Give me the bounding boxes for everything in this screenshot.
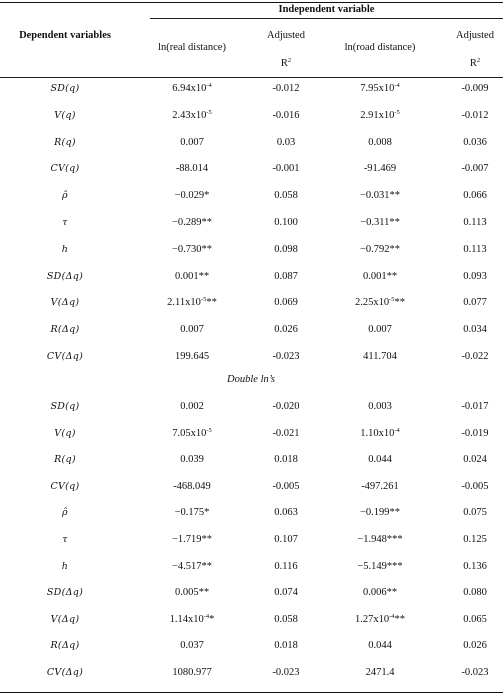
- value: -88.014: [175, 163, 209, 175]
- col-adjusted-r2-1-heading-line2: [258, 58, 314, 70]
- value: -0.023: [272, 351, 300, 362]
- value: 2471.4: [365, 667, 395, 678]
- value: 0.080: [463, 587, 487, 599]
- cell-adjusted-r2-real: [258, 507, 314, 519]
- variable-name: CV(q): [50, 163, 80, 175]
- value: 1.14x10: [169, 613, 204, 625]
- variable-name: CV(Δq): [46, 351, 84, 362]
- cell-adjusted-r2-road: [447, 271, 503, 283]
- cell-adjusted-r2-real: [258, 324, 314, 336]
- cell-adjusted-r2-road: [447, 428, 503, 440]
- value: 199.645: [174, 351, 210, 362]
- cell-adjusted-r2-real: [258, 351, 314, 363]
- value: 7.95x10: [360, 83, 395, 94]
- value: −0.792**: [359, 243, 401, 255]
- r-label: R: [469, 58, 477, 69]
- variable-name: h: [61, 560, 69, 572]
- value: −0.289**: [171, 217, 213, 228]
- cell-road-distance-coef: [330, 271, 430, 283]
- value: 7.05x10: [172, 427, 207, 439]
- variable-name: V(q): [54, 427, 76, 439]
- row-variable-label: [0, 190, 130, 202]
- cell-adjusted-r2-road: [447, 507, 503, 519]
- cell-real-distance-coef: [142, 163, 242, 175]
- cell-adjusted-r2-road: [447, 297, 503, 309]
- exponent: -4: [389, 612, 395, 620]
- exponent: -5: [206, 108, 212, 116]
- cell-road-distance-coef: [330, 190, 430, 202]
- cell-adjusted-r2-road: [447, 324, 503, 336]
- cell-real-distance-coef: [142, 534, 242, 546]
- cell-adjusted-r2-real: [258, 534, 314, 546]
- value: −0.311**: [360, 217, 400, 228]
- r-exponent: 2: [287, 57, 292, 64]
- cell-road-distance-coef: [330, 454, 430, 466]
- row-variable-label: [0, 481, 130, 493]
- variable-name: V(Δq): [50, 297, 80, 309]
- variable-name: τ: [62, 217, 68, 228]
- significance: *: [209, 613, 215, 625]
- row-variable-label: [0, 587, 130, 599]
- value: −0.199**: [359, 507, 401, 519]
- cell-road-distance-coef: [330, 401, 430, 413]
- value: 0.116: [274, 560, 298, 572]
- variable-name: R(Δq): [50, 324, 80, 336]
- value: −1.948***: [357, 534, 403, 545]
- cell-adjusted-r2-road: [447, 137, 503, 149]
- cell-real-distance-coef: [142, 614, 242, 626]
- value: 0.002: [180, 401, 204, 412]
- value: 411.704: [363, 351, 397, 362]
- value: 1.27x10: [354, 613, 390, 625]
- variable-name: R(q): [54, 454, 76, 466]
- cell-real-distance-coef: [142, 271, 242, 283]
- cell-real-distance-coef: [142, 137, 242, 149]
- independent-rule: [150, 18, 503, 19]
- value: -0.023: [461, 667, 489, 678]
- row-variable-label: [0, 351, 130, 363]
- row-variable-label: [0, 271, 130, 283]
- header-rule: [0, 77, 503, 78]
- value: -0.005: [461, 480, 489, 492]
- cell-adjusted-r2-real: [258, 297, 314, 309]
- cell-real-distance-coef: [142, 83, 242, 95]
- value: 0.074: [274, 587, 298, 599]
- significance: **: [206, 297, 217, 309]
- cell-adjusted-r2-real: [258, 244, 314, 256]
- exponent-sup: [206, 109, 211, 116]
- exponent: -4: [203, 612, 210, 620]
- cell-real-distance-coef: [142, 561, 242, 573]
- value: 0.058: [274, 613, 298, 625]
- value: -91.469: [363, 163, 397, 175]
- cell-adjusted-r2-road: [447, 561, 503, 573]
- value: −5.149***: [357, 560, 403, 572]
- cell-adjusted-r2-real: [258, 587, 314, 599]
- value: 0.044: [368, 640, 392, 652]
- exponent: -4: [394, 82, 400, 89]
- value: -0.023: [272, 667, 300, 678]
- value: 0.007: [180, 324, 204, 336]
- significance: **: [394, 297, 406, 309]
- value: 0.044: [368, 454, 392, 466]
- exponent-sup: [206, 82, 211, 89]
- value: 0.001**: [174, 270, 210, 282]
- exponent-sup: [206, 427, 211, 434]
- adjusted-label: Adjusted: [456, 30, 494, 41]
- cell-adjusted-r2-real: [258, 217, 314, 229]
- row-variable-label: [0, 507, 130, 519]
- value: 1.10x10: [360, 427, 395, 439]
- value: 0.058: [274, 190, 298, 202]
- cell-adjusted-r2-road: [447, 351, 503, 363]
- value: 0.007: [180, 136, 204, 148]
- value: 2.11x10: [167, 297, 201, 309]
- row-variable-label: [0, 110, 130, 122]
- row-variable-label: [0, 428, 130, 440]
- cell-adjusted-r2-road: [447, 217, 503, 229]
- cell-adjusted-r2-real: [258, 271, 314, 283]
- value: -0.016: [272, 109, 300, 121]
- cell-adjusted-r2-real: [258, 454, 314, 466]
- value: −0.029*: [174, 190, 210, 202]
- variable-name: CV(q): [50, 480, 80, 492]
- top-rule: [0, 2, 503, 3]
- value: 0.087: [274, 270, 298, 282]
- value: 0.026: [463, 640, 487, 652]
- exponent-sup: [394, 109, 399, 116]
- cell-road-distance-coef: [330, 297, 430, 309]
- cell-road-distance-coef: [330, 561, 430, 573]
- variable-name: R(q): [54, 136, 76, 148]
- exponent-sup: [394, 427, 399, 434]
- variable-name: h: [61, 243, 69, 255]
- cell-adjusted-r2-real: [258, 561, 314, 573]
- independent-variable-heading: Independent variable: [278, 4, 375, 15]
- exponent-sup: [394, 82, 399, 89]
- cell-road-distance-coef: [330, 614, 430, 626]
- value: −0.730**: [171, 243, 213, 255]
- value: 0.107: [274, 534, 298, 545]
- col-adjusted-r2-2-heading-line2: [447, 58, 503, 70]
- row-variable-label: [0, 163, 130, 175]
- col-adjusted-r2-2-heading: [447, 30, 503, 42]
- value: -497.261: [361, 480, 399, 492]
- cell-adjusted-r2-road: [447, 401, 503, 413]
- cell-real-distance-coef: [142, 297, 242, 309]
- value: 0.007: [368, 324, 392, 336]
- value: -0.020: [272, 401, 300, 412]
- value: -0.019: [461, 427, 489, 439]
- cell-adjusted-r2-real: [258, 137, 314, 149]
- value: 0.006**: [362, 587, 398, 599]
- cell-real-distance-coef: [142, 190, 242, 202]
- cell-adjusted-r2-road: [447, 614, 503, 626]
- adjusted-label: Adjusted: [267, 30, 305, 41]
- row-variable-label: [0, 640, 130, 652]
- value: -0.007: [461, 163, 489, 175]
- value: 0.039: [180, 454, 204, 466]
- cell-real-distance-coef: [142, 428, 242, 440]
- value: 0.065: [463, 613, 487, 625]
- row-variable-label: [0, 614, 130, 626]
- cell-adjusted-r2-real: [258, 401, 314, 413]
- exponent: -5: [200, 296, 207, 304]
- row-variable-label: [0, 324, 130, 336]
- cell-real-distance-coef: [142, 217, 242, 229]
- value: 0.005**: [174, 587, 210, 599]
- variable-name: τ: [62, 534, 68, 545]
- value: 0.066: [463, 190, 487, 202]
- cell-adjusted-r2-road: [447, 190, 503, 202]
- value: -0.017: [461, 401, 489, 412]
- value: 0.075: [463, 507, 487, 519]
- row-variable-label: [0, 83, 130, 95]
- cell-road-distance-coef: [330, 137, 430, 149]
- value: -0.022: [461, 351, 489, 362]
- row-variable-label: [0, 297, 130, 309]
- cell-real-distance-coef: [142, 244, 242, 256]
- col-real-distance-heading: ln(real distance): [158, 42, 226, 53]
- cell-road-distance-coef: [330, 110, 430, 122]
- cell-adjusted-r2-road: [447, 481, 503, 493]
- section-label-double-ln: Double ln’s: [227, 374, 275, 385]
- exponent: -5: [389, 296, 395, 304]
- value: -0.005: [272, 480, 300, 492]
- value: 2.25x10: [354, 297, 390, 309]
- value: −1.719**: [171, 534, 213, 545]
- value: −0.031**: [359, 190, 401, 202]
- cell-adjusted-r2-real: [258, 481, 314, 493]
- value: -0.009: [461, 83, 489, 94]
- exponent: -5: [394, 108, 400, 116]
- value: 0.093: [463, 270, 487, 282]
- exponent: -4: [206, 82, 212, 89]
- value: -468.049: [173, 480, 211, 492]
- value: 0.003: [368, 401, 392, 412]
- value: −0.175*: [174, 507, 210, 519]
- cell-adjusted-r2-road: [447, 163, 503, 175]
- r-exponent: 2: [476, 57, 481, 64]
- value: 0.008: [368, 136, 392, 148]
- cell-adjusted-r2-real: [258, 110, 314, 122]
- cell-real-distance-coef: [142, 587, 242, 599]
- value: 0.113: [463, 243, 487, 255]
- cell-road-distance-coef: [330, 163, 430, 175]
- value: 0.069: [274, 297, 298, 309]
- row-variable-label: [0, 561, 130, 573]
- cell-road-distance-coef: [330, 640, 430, 652]
- variable-name: SD(q): [50, 401, 80, 412]
- cell-adjusted-r2-road: [447, 534, 503, 546]
- cell-adjusted-r2-real: [258, 83, 314, 95]
- cell-real-distance-coef: [142, 481, 242, 493]
- r-label: R: [280, 58, 288, 69]
- cell-real-distance-coef: [142, 640, 242, 652]
- cell-road-distance-coef: [330, 244, 430, 256]
- cell-adjusted-r2-real: [258, 163, 314, 175]
- value: 0.03: [276, 136, 296, 148]
- row-variable-label: [0, 534, 130, 546]
- cell-adjusted-r2-road: [447, 667, 503, 679]
- cell-road-distance-coef: [330, 351, 430, 363]
- value: 2.91x10: [360, 109, 395, 121]
- significance: **: [394, 613, 406, 625]
- cell-road-distance-coef: [330, 428, 430, 440]
- value: 0.077: [463, 297, 487, 309]
- row-variable-label: [0, 401, 130, 413]
- cell-real-distance-coef: [142, 667, 242, 679]
- value: 0.136: [463, 560, 487, 572]
- row-variable-label: [0, 217, 130, 229]
- value: 0.024: [463, 454, 487, 466]
- cell-road-distance-coef: [330, 324, 430, 336]
- cell-road-distance-coef: [330, 507, 430, 519]
- cell-real-distance-coef: [142, 401, 242, 413]
- value: -0.012: [272, 83, 300, 94]
- value: 0.001**: [362, 270, 398, 282]
- value: 0.098: [274, 243, 298, 255]
- value: 6.94x10: [172, 83, 207, 94]
- value: -0.012: [461, 109, 489, 121]
- variable-name: V(Δq): [50, 613, 80, 625]
- value: 0.063: [274, 507, 298, 519]
- cell-road-distance-coef: [330, 587, 430, 599]
- row-variable-label: [0, 137, 130, 149]
- value: 0.113: [463, 217, 487, 228]
- row-variable-label: [0, 244, 130, 256]
- variable-name: SD(Δq): [46, 270, 84, 282]
- value: -0.021: [272, 427, 300, 439]
- col-adjusted-r2-1-heading: [258, 30, 314, 42]
- cell-real-distance-coef: [142, 454, 242, 466]
- cell-real-distance-coef: [142, 324, 242, 336]
- value: -0.001: [272, 163, 300, 175]
- col-road-distance-heading: ln(road distance): [344, 42, 416, 53]
- value: 2.43x10: [172, 109, 207, 121]
- cell-road-distance-coef: [330, 83, 430, 95]
- cell-adjusted-r2-road: [447, 454, 503, 466]
- cell-adjusted-r2-road: [447, 587, 503, 599]
- value: 0.100: [274, 217, 298, 228]
- cell-adjusted-r2-road: [447, 244, 503, 256]
- cell-adjusted-r2-real: [258, 640, 314, 652]
- cell-road-distance-coef: [330, 667, 430, 679]
- variable-name: R(Δq): [50, 640, 80, 652]
- value: −4.517**: [171, 560, 213, 572]
- cell-road-distance-coef: [330, 534, 430, 546]
- cell-adjusted-r2-real: [258, 614, 314, 626]
- value: 0.018: [274, 454, 298, 466]
- row-variable-label: [0, 667, 130, 679]
- value: 0.026: [274, 324, 298, 336]
- variable-name: V(q): [54, 109, 76, 121]
- cell-adjusted-r2-real: [258, 428, 314, 440]
- cell-adjusted-r2-road: [447, 640, 503, 652]
- cell-road-distance-coef: [330, 217, 430, 229]
- exponent: -4: [394, 426, 400, 434]
- value: 0.036: [463, 136, 487, 148]
- row-variable-label: [0, 454, 130, 466]
- cell-real-distance-coef: [142, 351, 242, 363]
- variable-name: ρ̂: [62, 190, 68, 202]
- cell-real-distance-coef: [142, 507, 242, 519]
- variable-name: CV(Δq): [46, 667, 84, 678]
- value: 0.037: [180, 640, 204, 652]
- exponent: -5: [206, 426, 212, 434]
- cell-adjusted-r2-road: [447, 83, 503, 95]
- value: 1080.977: [172, 667, 212, 678]
- variable-name: ρ̂: [62, 507, 68, 519]
- value: 0.018: [274, 640, 298, 652]
- cell-adjusted-r2-real: [258, 667, 314, 679]
- variable-name: SD(Δq): [46, 587, 84, 599]
- variable-name: SD(q): [50, 83, 80, 94]
- dependent-variables-heading: Dependent variables: [19, 30, 111, 41]
- value: 0.125: [463, 534, 487, 545]
- cell-road-distance-coef: [330, 481, 430, 493]
- cell-adjusted-r2-road: [447, 110, 503, 122]
- value: 0.034: [463, 324, 487, 336]
- bottom-rule: [0, 692, 503, 693]
- cell-adjusted-r2-real: [258, 190, 314, 202]
- cell-real-distance-coef: [142, 110, 242, 122]
